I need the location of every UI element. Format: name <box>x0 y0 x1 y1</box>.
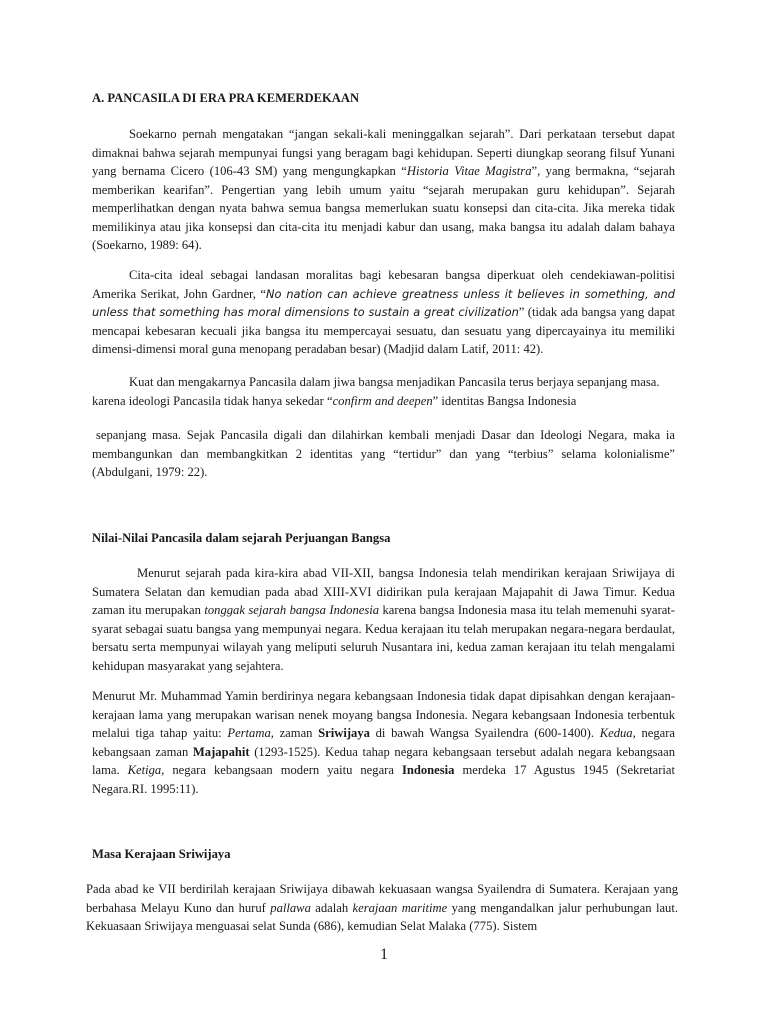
text-run-italic: confirm and deepen <box>332 393 433 408</box>
section-c-paragraph-1 <box>86 880 678 936</box>
section-b-paragraph-2 <box>92 687 675 798</box>
text-run-italic: Pertama <box>227 726 271 740</box>
text-run: (1293-1525). Kedua tahap negara kebangsaan tersebut adalah negara kebangsaan lama. <box>92 744 675 777</box>
text-run: karena bangsa Indonesia masa itu telah memenuhi syarat-syarat sebagai suatu bangsa yang mempunyai negara. Kedua kerajaan itu telah merupakan negara-negara berdaulat, bersatu serta mempunyai wilayah yang meliputi seluruh Nusantara ini, kedua zaman kerajaan itu telah mengalami kehidupan masyarakat yang sejahtera. <box>92 603 675 673</box>
text-run-bold: Indonesia <box>401 763 455 777</box>
section-a-paragraph-2 <box>92 266 675 359</box>
text-run: di bawah Wangsa Syailendra (600-1400). <box>369 726 600 740</box>
text-run: merdeka 17 Agustus 1945 (Sekretariat Negara.RI. 1995:11). <box>92 763 675 796</box>
text-run-italic: tonggak sejarah bangsa Indonesia <box>204 603 380 617</box>
section-b-heading: Nilai-Nilai Pancasila dalam sejarah Perjuangan Bangsa <box>92 531 391 545</box>
text-run: negara kebangsaan modern yaitu negara <box>164 763 402 777</box>
text-run-italic: kerajaan maritime <box>352 900 448 915</box>
text-run-italic: Historia Vitae Magistra <box>406 164 532 178</box>
text-run: ” (tidak ada bangsa yang dapat mencapai kebesaran kecuali jika bangsa itu mempercayai sesuatu, dan sesuatu yang dipercayainya itu memiliki dimensi-dimensi moral guna menopang peradaban besar) (Madjid dalam Latif, 2011: 42). <box>92 305 675 356</box>
text-run: , zaman <box>270 726 319 740</box>
text-run-italic: Kedua, <box>599 726 636 740</box>
section-b-paragraph-1 <box>92 564 675 675</box>
text-run: Kuat dan mengakarnya Pancasila dalam jiwa bangsa menjadikan Pancasila terus berjaya sepanjang masa. karena ideologi Pancasila tidak hanya sekedar “ <box>92 375 660 408</box>
text-run: yang mengandalkan jalur perhubungan laut. Kekuasaan Sriwijaya menguasai selat Sunda (686), kemudian Selat Malaka (775). Sistem <box>86 900 678 933</box>
text-run: adalah <box>310 900 353 915</box>
text-run-bold: Sriwijaya <box>318 726 370 740</box>
text-run: Pada abad ke VII berdirilah kerajaan Sriwijaya dibawah kekuasaan wangsa Syailendra di Sumatera. Kerajaan yang berbahasa Melayu Kuno dan huruf <box>86 882 678 915</box>
text-run-bold: Majapahit <box>192 744 250 759</box>
text-run: Cita-cita ideal sebagai landasan moralitas bagi kebesaran bangsa diperkuat oleh cendekiawan-politisi Amerika Serikat, John Gardner, “ <box>92 268 675 301</box>
section-a-paragraph-1 <box>92 125 675 255</box>
text-run: Menurut Mr. Muhammad Yamin berdirinya negara kebangsaan Indonesia tidak dapat dipisahkan dengan kerajaan-kerajaan lama yang merupakan warisan nenek moyang bangsa Indonesia. Negara kebangsaan Indonesia terbentuk melalui tiga tahap yaitu: <box>92 689 675 740</box>
text-run: ”, yang bermakna, “sejarah memberikan kearifan”. Pengertian yang lebih umum yaitu “sejarah merupakan guru kehidupan”. Sejarah memperlihatkan dengan nyata bahwa semua bangsa memerlukan suatu konsepsi dan cita-cita. Jika mereka tidak memilikinya atau jika konsepsi dan cita-cita itu menjadi kabur dan usang, maka bangsa itu adalah dalam bahaya (Soekarno, 1989: 64). <box>92 164 676 252</box>
section-c-heading: Masa Kerajaan Sriwijaya <box>92 847 231 861</box>
text-run: Soekarno pernah mengatakan “jangan sekali-kali meninggalkan sejarah”. Dari perkataan tersebut dapat dimaknai bahwa sejarah mempunyai fungsi yang beragam bagi kehidupan. Seperti diungkap seorang filsuf Yunani yang bernama Cicero (106-43 SM) yang mengungkapkan “ <box>92 127 675 178</box>
text-run: ” identitas Bangsa Indonesia <box>432 393 577 408</box>
section-a-paragraph-3 <box>92 373 678 410</box>
text-run-italic: No nation can achieve greatness unless it believes in something, and unless that something has moral dimensions to sustain a great civilization <box>92 286 675 319</box>
section-a-paragraph-4: sepanjang masa. Sejak Pancasila digali dan dilahirkan kembali menjadi Dasar dan Ideologi Negara, maka ia membangunkan dan membangkitkan 2 identitas yang “tertidur” dan yang “terbius” selama kolonialisme” (Abdulgani, 1979: 22). <box>92 428 675 479</box>
text-run: negara kebangsaan zaman <box>92 726 675 759</box>
page-number: 1 <box>380 946 388 963</box>
text-run-italic: pallawa <box>270 900 311 915</box>
text-run: Menurut sejarah pada kira-kira abad VII-XII, bangsa Indonesia telah mendirikan kerajaan Sriwijaya di Sumatera Selatan dan kemudian pada abad XIII-XVI didirikan pula kerajaan Majapahit di Jawa Timur. Kedua zaman itu merupakan <box>92 566 675 617</box>
section-a-heading: A. PANCASILA DI ERA PRA KEMERDEKAAN <box>92 91 360 105</box>
text-run-italic: Ketiga, <box>127 763 165 777</box>
